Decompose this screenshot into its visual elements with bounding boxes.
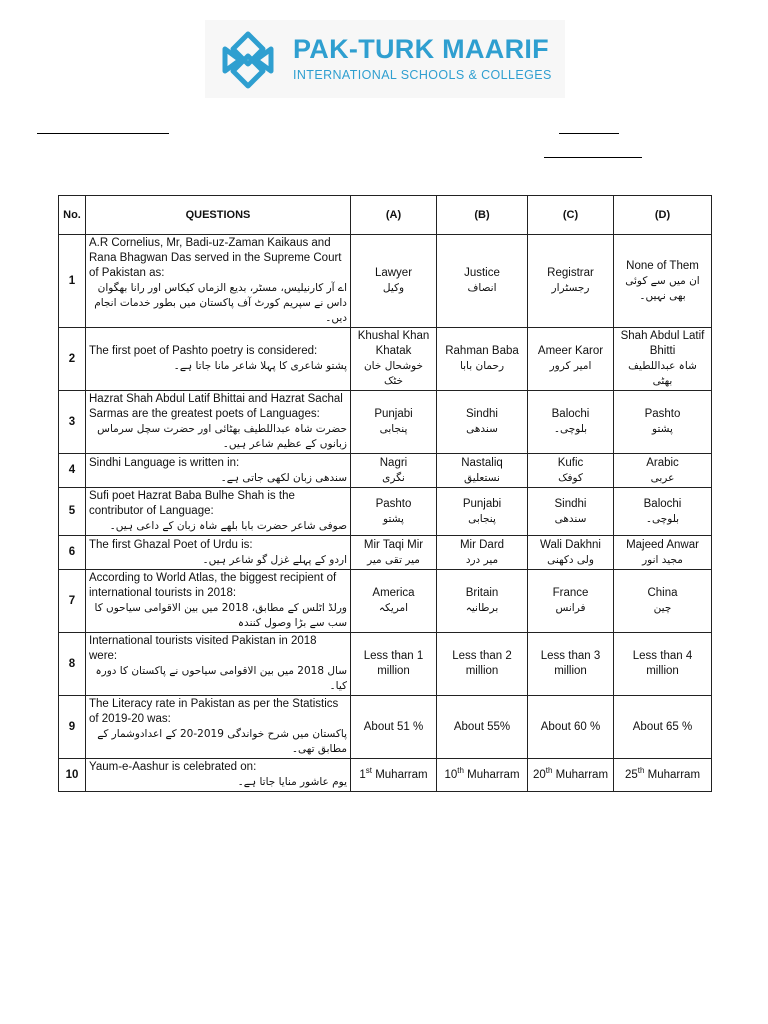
question-cell <box>86 454 351 488</box>
question-cell <box>86 759 351 792</box>
table-row <box>59 488 712 536</box>
option-text-urdu: عربی <box>650 471 675 484</box>
option-d <box>614 759 712 792</box>
brand-name: PAK-TURK MAARIF <box>293 34 549 64</box>
option-b <box>437 759 528 792</box>
option-d <box>614 454 712 488</box>
option-d <box>614 570 712 633</box>
ordinal-suffix: th <box>545 765 553 775</box>
brand-subtitle: INTERNATIONAL SCHOOLS & COLLEGES <box>293 68 552 82</box>
question-text-english: Sindhi Language is written in: <box>89 456 240 469</box>
option-b <box>437 454 528 488</box>
question-number: 5 <box>59 488 86 536</box>
option-a <box>351 696 437 759</box>
month-name: Muharram <box>644 768 701 781</box>
table-row <box>59 536 712 570</box>
option-c <box>528 454 614 488</box>
option-text-urdu: رحمان بابا <box>459 360 505 372</box>
question-text-urdu: اے آر کارنیلیس، مسٹر، بدیع الزماں کیکاس اور رانا بھگوان داس نے سپریم کورٹ آف پاکستان میں بطور خدمات انجام دیں۔ <box>94 282 347 324</box>
option-d <box>614 488 712 536</box>
question-number: 1 <box>59 235 86 328</box>
option-text-english: Sindhi <box>466 408 498 420</box>
month-name: Muharram <box>372 768 428 781</box>
question-cell <box>86 570 351 633</box>
option-text-english: Lawyer <box>374 267 413 279</box>
option-text-urdu: سندھی <box>466 423 498 435</box>
option-text-english: Ameer Karor <box>537 345 604 357</box>
question-number: 8 <box>59 633 86 696</box>
option-text-english: Registrar <box>547 267 594 279</box>
option-text-english: Punjabi <box>374 408 413 420</box>
option-text-english: Mir Dard <box>459 538 505 551</box>
option-b <box>437 696 528 759</box>
question-number: 6 <box>59 536 86 570</box>
option-text-urdu: خوشحال خان خٹک <box>363 360 424 387</box>
option-text-urdu: میر درد <box>465 553 499 566</box>
option-text-urdu: ولی دکھنی <box>547 553 594 566</box>
option-text-urdu: شاہ عبداللطیف بھٹی <box>628 360 697 387</box>
question-text-urdu: حضرت شاہ عبداللطیف بھٹائی اور حضرت سچل سرماس زبانوں کے عظیم شاعر ہیں۔ <box>97 423 347 450</box>
school-logo <box>205 20 565 98</box>
option-text-urdu: میر تقی میر <box>367 553 420 566</box>
option-text-english: Sindhi <box>554 497 587 510</box>
question-number: 9 <box>59 696 86 759</box>
question-cell <box>86 488 351 536</box>
question-cell <box>86 235 351 328</box>
option-text-english: China <box>647 587 678 599</box>
question-text-urdu: سال 2018 میں بین الاقوامی سیاحوں نے پاکستان کا دورہ کیا۔ <box>95 665 347 692</box>
option-c <box>528 391 614 454</box>
option-text-urdu: سندھی <box>554 512 587 525</box>
option-text-english: Justice <box>464 267 500 279</box>
table-row <box>59 391 712 454</box>
question-number: 3 <box>59 391 86 454</box>
option-c <box>528 633 614 696</box>
option-a <box>351 759 437 792</box>
option-text-english: Rahman Baba <box>445 345 519 357</box>
option-text-english: Nastaliq <box>461 456 503 469</box>
option-d <box>614 328 712 391</box>
option-a <box>351 235 437 328</box>
option-text-english: Wali Dakhni <box>540 538 601 551</box>
header-no: No. <box>59 196 86 235</box>
option-text-english: France <box>552 587 589 599</box>
option-text-english: Balochi <box>551 408 590 420</box>
class-blank-line <box>544 157 642 158</box>
option-c <box>528 488 614 536</box>
option-c <box>528 536 614 570</box>
option-text-english: Nagri <box>379 456 408 469</box>
table-row <box>59 235 712 328</box>
maarif-emblem-icon <box>215 30 281 90</box>
option-text-english: Shah Abdul Latif Bhitti <box>620 330 705 357</box>
question-number: 4 <box>59 454 86 488</box>
question-cell <box>86 696 351 759</box>
question-text-english: The Literacy rate in Pakistan as per the Statistics of 2019-20 was: <box>89 698 339 725</box>
question-text-english: International tourists visited Pakistan in 2018 were: <box>89 635 317 662</box>
question-text-urdu: پاکستان میں شرح خواندگی 2019-20 کے اعدادوشمار کے مطابق تھی۔ <box>97 728 347 755</box>
option-b <box>437 488 528 536</box>
option-text-english: Pashto <box>375 497 412 510</box>
table-body <box>59 235 712 792</box>
option-text-urdu: فرانس <box>555 602 586 614</box>
question-text-english: A.R Cornelius, Mr, Badi-uz-Zaman Kaikaus and Rana Bhagwan Das served in the Supreme Court of Pakistan as: <box>89 237 342 279</box>
option-text-urdu: ان میں سے کوئی بھی نہیں۔ <box>625 274 700 302</box>
option-text-urdu: امیر کرور <box>549 360 592 372</box>
table-row <box>59 454 712 488</box>
question-text-urdu: ورلڈ اٹلس کے مطابق، 2018 میں بین الاقوامی سیاحوں کا سب سے بڑا وصول کنندہ <box>94 602 347 629</box>
header-questions: QUESTIONS <box>86 196 351 235</box>
question-text-english: The first poet of Pashto poetry is considered: <box>89 345 318 357</box>
question-text-urdu: سندھی زبان لکھی جاتی ہے۔ <box>220 471 347 484</box>
question-number: 10 <box>59 759 86 792</box>
question-number: 2 <box>59 328 86 391</box>
table-row <box>59 759 712 792</box>
option-b <box>437 536 528 570</box>
option-text-english <box>617 765 708 783</box>
option-b <box>437 633 528 696</box>
option-text-english: Less than 2 million <box>452 650 512 677</box>
option-d <box>614 536 712 570</box>
table-row <box>59 696 712 759</box>
option-a <box>351 633 437 696</box>
question-cell <box>86 391 351 454</box>
option-c <box>528 570 614 633</box>
ordinal-number: 20 <box>532 768 546 781</box>
question-text-english: Sufi poet Hazrat Baba Bulhe Shah is the contributor of Language: <box>89 490 295 517</box>
option-d <box>614 633 712 696</box>
option-text-urdu: پنجابی <box>379 423 408 435</box>
option-text-urdu: بلوچی۔ <box>553 423 588 435</box>
option-text-english: About 60 % <box>540 720 601 733</box>
question-cell <box>86 328 351 391</box>
option-text-urdu: چین <box>653 602 672 614</box>
option-text-english: About 65 % <box>632 720 693 733</box>
option-text-urdu: پشتو <box>652 423 673 435</box>
header-option-d: (D) <box>614 196 712 235</box>
question-text-urdu: پشتو شاعری کا پہلا شاعر مانا جاتا ہے۔ <box>173 360 347 372</box>
table-row <box>59 570 712 633</box>
option-a <box>351 488 437 536</box>
question-text-english: According to World Atlas, the biggest recipient of international tourists in 2018: <box>89 572 337 599</box>
name-blank-line <box>37 133 169 134</box>
quiz-table <box>58 195 712 792</box>
option-b <box>437 391 528 454</box>
ordinal-number: 1 <box>359 768 366 781</box>
option-text-english: About 51 % <box>363 720 424 733</box>
option-a <box>351 536 437 570</box>
option-text-urdu: مجید انور <box>642 553 683 566</box>
option-d <box>614 696 712 759</box>
option-d <box>614 235 712 328</box>
option-text-english <box>440 765 524 783</box>
ordinal-number: 10 <box>444 768 458 781</box>
question-text-urdu: یوم عاشور منایا جاتا ہے۔ <box>237 776 347 788</box>
question-number: 7 <box>59 570 86 633</box>
option-text-english: Kufic <box>557 456 584 469</box>
option-text-english: Less than 1 million <box>363 650 424 677</box>
date-blank-line <box>559 133 619 134</box>
question-cell <box>86 633 351 696</box>
ordinal-suffix: st <box>365 765 373 775</box>
option-text-english: Khushal Khan Khatak <box>357 330 430 357</box>
option-text-urdu: نگری <box>382 471 405 484</box>
header-option-a: (A) <box>351 196 437 235</box>
table-row <box>59 328 712 391</box>
option-c <box>528 328 614 391</box>
option-text-english <box>531 765 610 783</box>
header-option-c: (C) <box>528 196 614 235</box>
option-text-english: Punjabi <box>462 497 502 510</box>
option-c <box>528 235 614 328</box>
table-row <box>59 633 712 696</box>
option-text-urdu: برطانیہ <box>465 602 499 614</box>
question-cell <box>86 536 351 570</box>
ordinal-number: 25 <box>624 768 638 781</box>
option-a <box>351 328 437 391</box>
option-a <box>351 454 437 488</box>
ordinal-suffix: th <box>457 765 464 775</box>
option-text-urdu: امریکہ <box>378 602 409 614</box>
option-text-urdu: بلوچی۔ <box>645 512 680 525</box>
ordinal-suffix: th <box>637 765 645 775</box>
option-text-english: Majeed Anwar <box>626 538 699 551</box>
month-name: Muharram <box>463 768 520 781</box>
option-text-english: Arabic <box>646 456 679 469</box>
option-text-urdu: پشتو <box>383 512 404 525</box>
question-text-urdu: صوفی شاعر حضرت بابا بلھے شاہ زبان کے داعی ہیں۔ <box>109 520 347 532</box>
option-c <box>528 759 614 792</box>
option-text-urdu: کوفک <box>558 471 583 484</box>
option-b <box>437 328 528 391</box>
option-d <box>614 391 712 454</box>
question-text-urdu: اردو کے پہلے غزل گو شاعر ہیں۔ <box>202 553 347 566</box>
table-header-row <box>59 196 712 235</box>
question-text-english: The first Ghazal Poet of Urdu is: <box>89 538 253 551</box>
question-text-english: Yaum-e-Aashur is celebrated on: <box>89 761 257 773</box>
option-text-english <box>354 765 433 783</box>
option-text-english: About 55% <box>453 720 511 733</box>
option-a <box>351 570 437 633</box>
option-text-english: Britain <box>465 587 499 599</box>
option-text-english: Less than 3 million <box>540 650 601 677</box>
option-text-urdu: نستعلیق <box>464 471 500 484</box>
option-c <box>528 696 614 759</box>
option-text-english: None of Them <box>626 259 699 272</box>
option-b <box>437 570 528 633</box>
option-a <box>351 391 437 454</box>
option-text-english: Pashto <box>644 408 681 420</box>
option-b <box>437 235 528 328</box>
option-text-english: Mir Taqi Mir <box>363 538 424 551</box>
option-text-urdu: رجسٹرار <box>551 282 590 294</box>
option-text-english: America <box>372 587 415 599</box>
question-text-english: Hazrat Shah Abdul Latif Bhittai and Hazrat Sachal Sarmas are the greatest poets of Languages: <box>89 393 343 420</box>
option-text-urdu: انصاف <box>467 282 497 294</box>
option-text-english: Less than 4 million <box>632 650 693 677</box>
header-option-b: (B) <box>437 196 528 235</box>
option-text-english: Balochi <box>643 497 682 510</box>
month-name: Muharram <box>552 768 609 781</box>
option-text-urdu: پنجابی <box>468 512 496 525</box>
option-text-urdu: وکیل <box>382 282 405 294</box>
